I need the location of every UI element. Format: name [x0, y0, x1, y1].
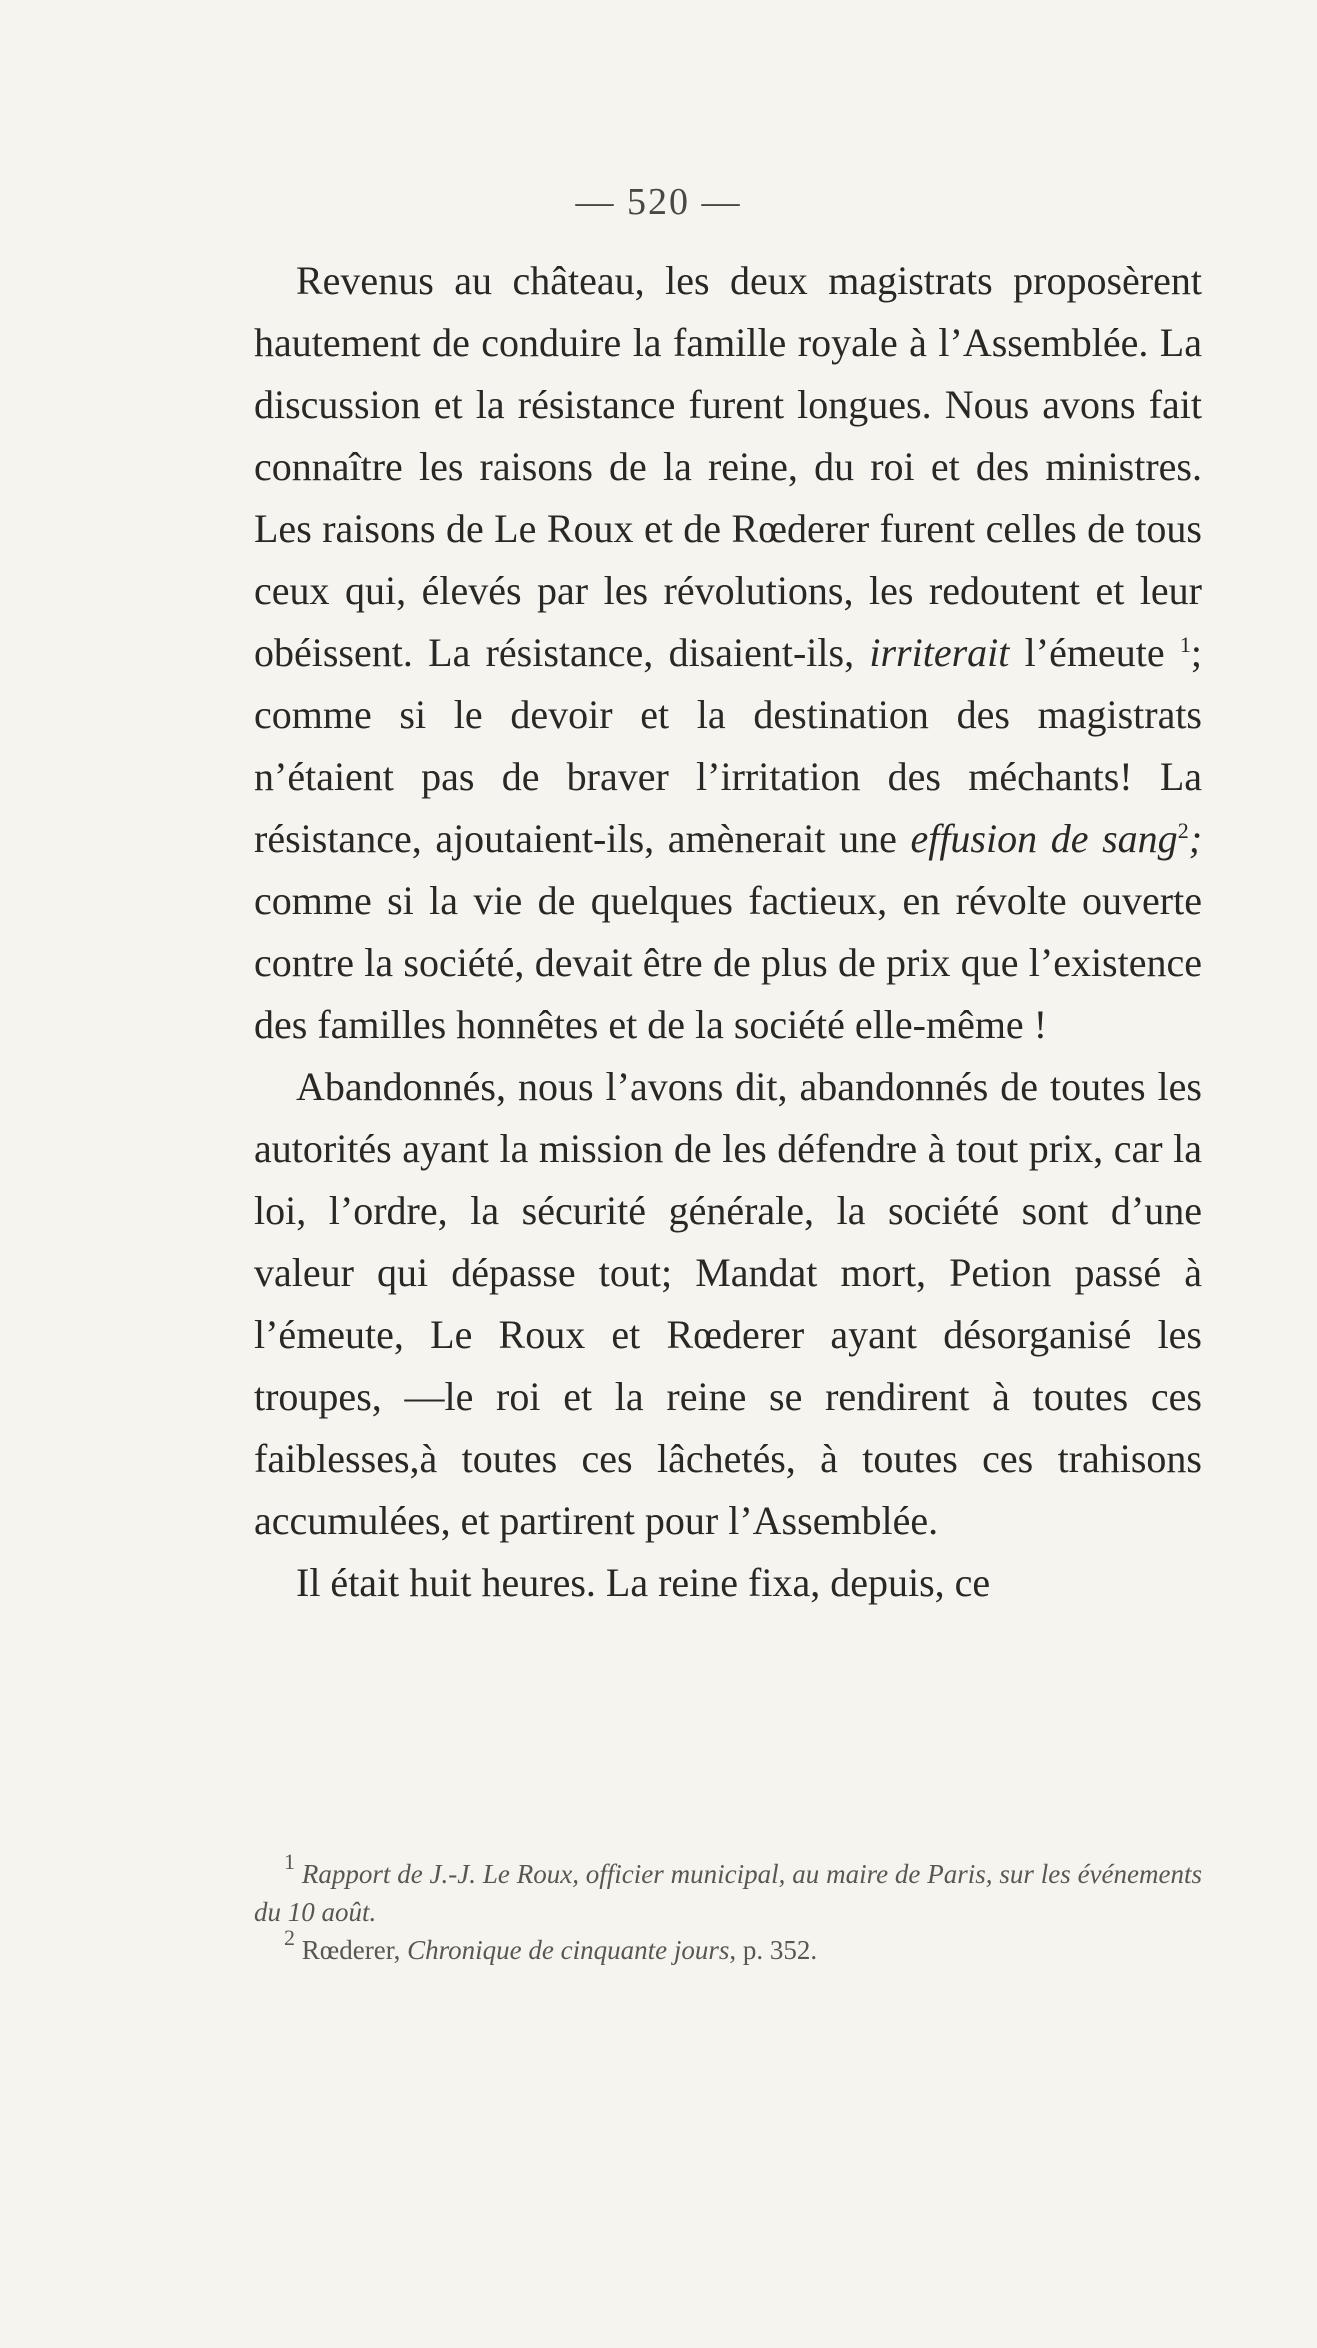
paragraph-3: Il était huit heures. La reine fixa, depuis, ce [296, 1560, 991, 1605]
paragraph-1-text-a: Revenus au château, les deux magistrats proposèrent hautement de conduire la famille royale à l’Assemblée. La discussion et la résistance furent longues. Nous avons fait connaître les raisons de la reine, du roi et des ministres. Les raisons de Le Roux et de Rœderer furent celles de tous ceux qui, élevés par les révolutions, les redoutent et leur obéissent. La résistance, disaient-ils, [254, 258, 1202, 675]
footnote-ref-1: 1 [1179, 632, 1191, 657]
body-text [254, 250, 1202, 1614]
footnote-1 [254, 1849, 1202, 1931]
page-number: — 520 — [575, 181, 742, 223]
paragraph-1 [254, 250, 1202, 1056]
footnote-1-text: Rapport de J.-J. Le Roux, officier municipal, au maire de Paris, sur les événements du 10 août. [254, 1859, 1202, 1927]
paragraph-1-italic-effusion: effusion de sang [910, 816, 1178, 861]
footnotes [254, 1849, 1202, 1969]
footnote-1-mark: 1 [284, 1849, 295, 1874]
footnote-2-title: Chronique de cinquante jours [407, 1935, 730, 1965]
paragraph-1-italic-semicolon: ; [1188, 816, 1203, 861]
footnote-2-page: , p. 352. [729, 1935, 818, 1965]
footnote-ref-2: 2 [1177, 818, 1189, 843]
footnote-2-author: Rœderer, [301, 1935, 408, 1965]
paragraph-1-text-d: comme si la vie de quelques factieux, en révolte ouverte contre la société, devait être de plus de prix que l’existence des familles honnêtes et de la société elle-même ! [254, 878, 1202, 1047]
paragraph-1-text-b: l’émeute [1009, 630, 1180, 675]
footnote-2-mark: 2 [284, 1925, 295, 1950]
paragraph-1-text-c: ; comme si le devoir et la destination des magistrats n’étaient pas de braver l’irritation des méchants! La résistance, ajoutaient-ils, amènerait une [254, 630, 1202, 861]
paragraph-2: Abandonnés, nous l’avons dit, abandonnés de toutes les autorités ayant la mission de les défendre à tout prix, car la loi, l’ordre, la sécurité générale, la société sont d’une valeur qui dépasse tout; Mandat mort, Petion passé à l’émeute, Le Roux et Rœderer ayant désorganisé les troupes, —le roi et la reine se rendirent à toutes ces faiblesses,à toutes ces lâchetés, à toutes ces trahisons accumulées, et partirent pour l’Assemblée. [254, 1064, 1202, 1543]
paragraph-1-italic-irriterait: irriterait [869, 630, 1010, 675]
footnote-2 [254, 1925, 1202, 1969]
